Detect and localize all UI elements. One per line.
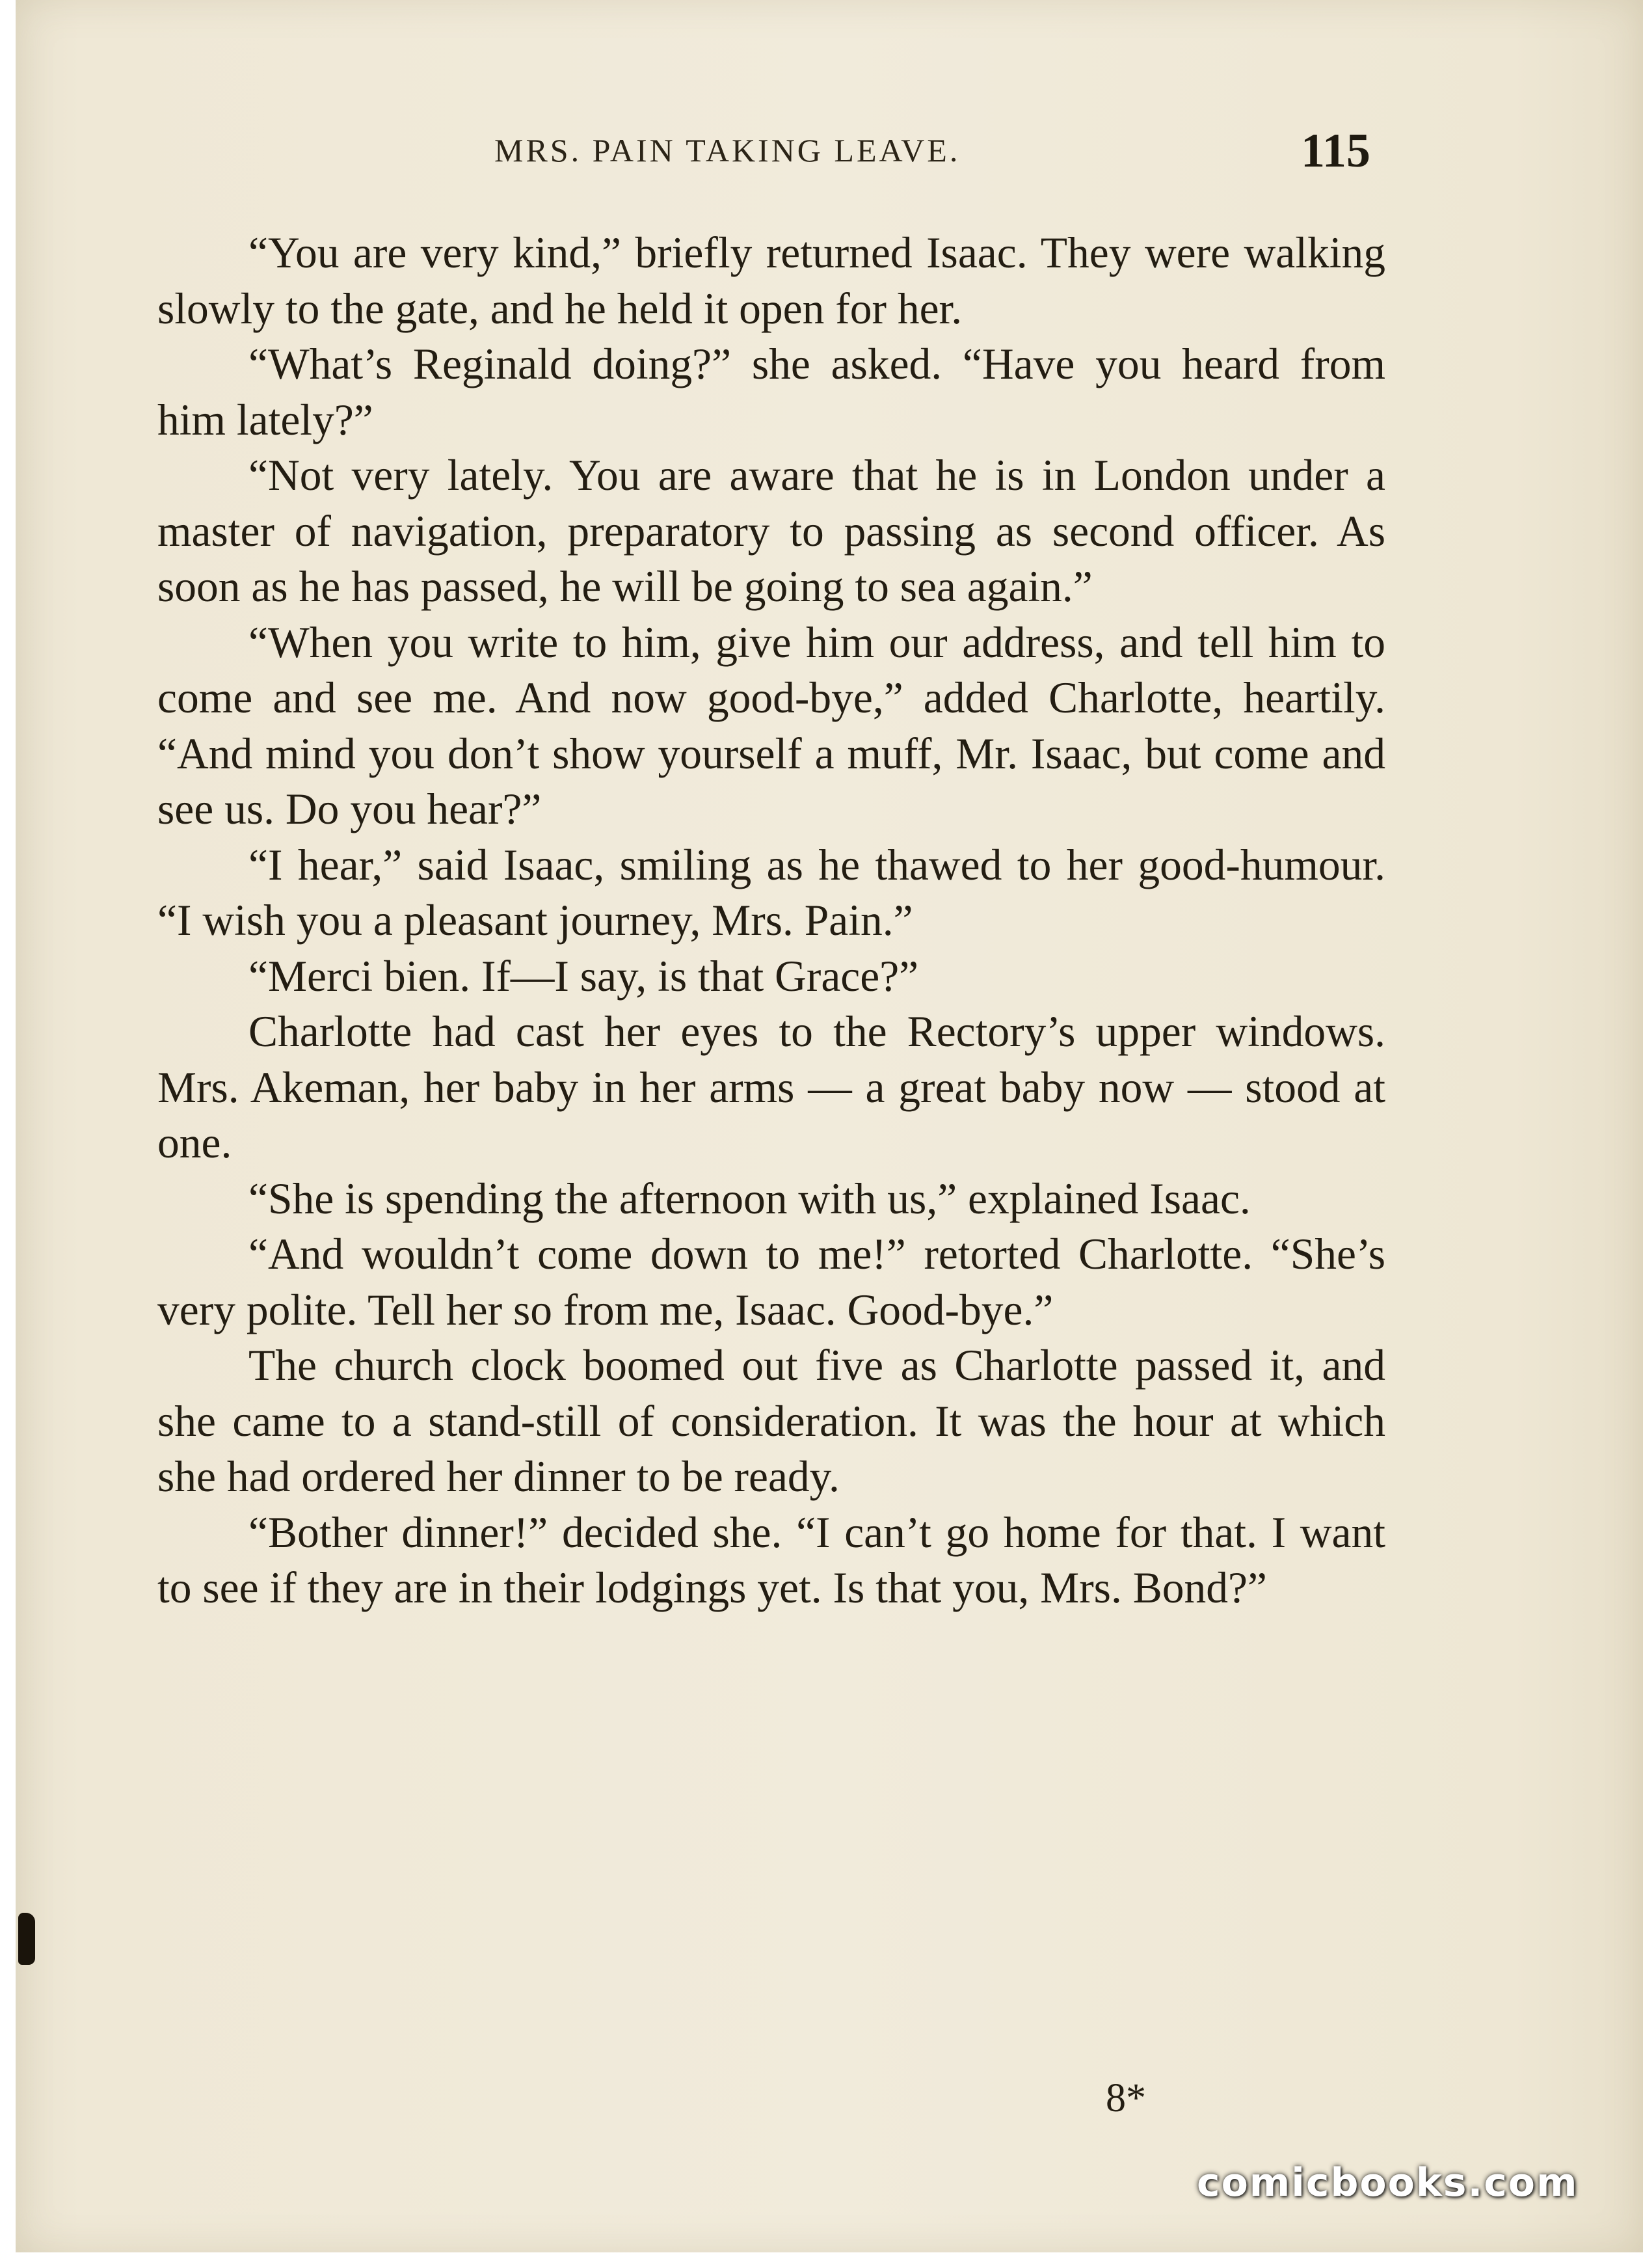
paragraph: “And wouldn’t come down to me!” retorted Charlotte. “She’s very polite. Tell her so from me, Isaac. Good-bye.” xyxy=(157,1230,1385,1334)
paragraph: “Merci bien. If—I say, is that Grace?” xyxy=(248,951,919,1001)
page-number: 115 xyxy=(1301,124,1370,178)
body-text xyxy=(157,225,1385,1616)
running-head: MRS. PAIN TAKING LEAVE. xyxy=(494,132,961,169)
paragraph: “You are very kind,” briefly returned Isaac. They were walking slowly to the gate, and he held it open for her. xyxy=(157,228,1385,333)
paragraph: “When you write to him, give him our address, and tell him to come and see me. And now good-bye,” added Charlotte, heartily. “And mind you don’t show yourself a muff, Mr. Isaac, but come and see us. Do you hear?” xyxy=(157,617,1385,833)
paragraph: “Not very lately. You are aware that he is in London under a master of navigation, preparatory to passing as second officer. As soon as he has passed, he will be going to sea again.” xyxy=(157,451,1385,611)
paragraph: “I hear,” said Isaac, smiling as he thawed to her good-humour. “I wish you a pleasant journey, Mrs. Pain.” xyxy=(157,840,1385,945)
paragraph: “Bother dinner!” decided she. “I can’t go home for that. I want to see if they are in their lodgings yet. Is that you, Mrs. Bond?” xyxy=(157,1507,1385,1612)
watermark: comicbooks.com xyxy=(1197,2160,1579,2206)
paragraph: Charlotte had cast her eyes to the Rectory’s upper windows. Mrs. Akeman, her baby in her arms — a great baby now — stood at one. xyxy=(157,1007,1385,1167)
paragraph: “What’s Reginald doing?” she asked. “Have you heard from him lately?” xyxy=(157,340,1385,444)
page-header xyxy=(0,124,1643,182)
ink-smudge xyxy=(18,1913,35,1965)
paragraph: The church clock boomed out five as Charlotte passed it, and she came to a stand-still of consideration. It was the hour at which she had ordered her dinner to be ready. xyxy=(157,1341,1385,1501)
signature-mark: 8* xyxy=(1106,2076,1146,2120)
paragraph: “She is spending the afternoon with us,” explained Isaac. xyxy=(248,1174,1251,1223)
